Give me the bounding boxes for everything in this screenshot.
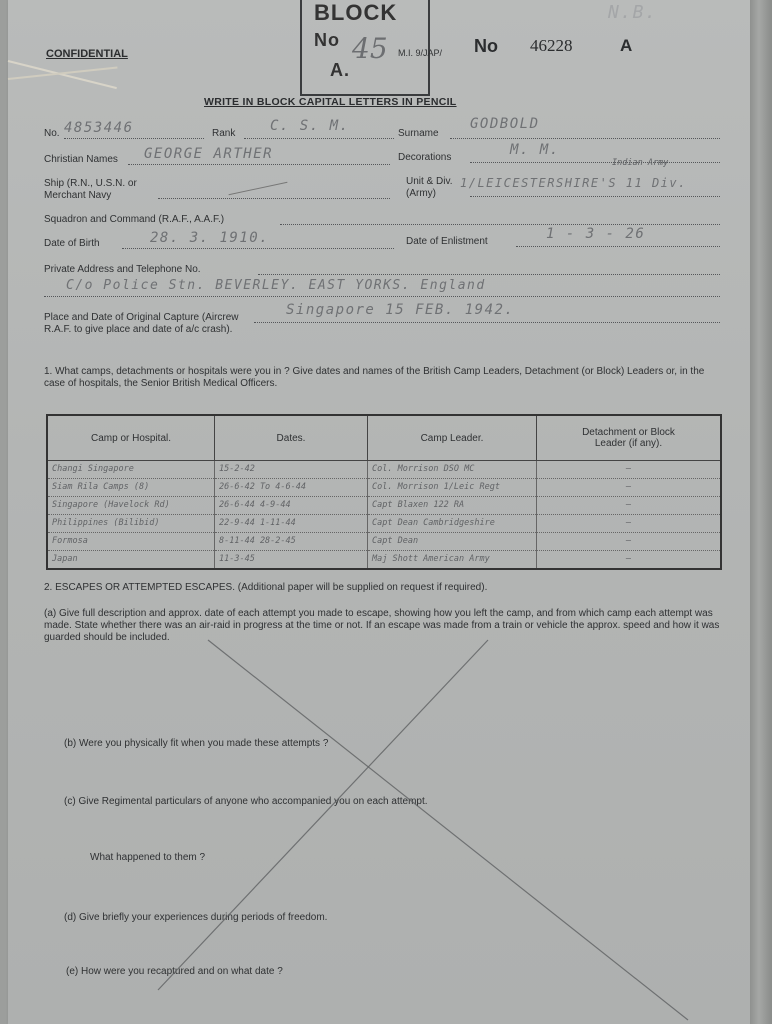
rank-label: Rank [212,128,236,139]
decorations-label: Decorations [398,152,452,163]
surname-label: Surname [398,128,439,139]
question-2a: (a) Give full description and approx. date of each attempt you made to escape, showing how you left the camp, and from which camp each attempt was made. State whether there was an air-raid in progress at the time or not. If an escape was made from a train or vehicle the approx. speed and how it was guarded should be included. [44,608,720,643]
question-2c-followup: What happened to them ? [90,852,206,863]
stamp-handwritten-number: 45 [352,32,388,65]
no-field-value: 4853446 [64,120,134,136]
dates-cell: 26-6-44 4-9-44 [215,496,368,514]
unit-value: 1/LEICESTERSHIRE'S 11 Div. [460,176,687,190]
dates-cell: 26-6-42 To 4-6-44 [215,478,368,496]
leader-cell: Capt Blaxen 122 RA [368,496,537,514]
camp-cell: Japan [47,550,215,569]
no-label: No [474,36,498,56]
decorations-value: M. M. [510,142,560,158]
leader-cell: Capt Dean [368,532,537,550]
detachment-cell: — [537,514,722,532]
instruction-heading: WRITE IN BLOCK CAPITAL LETTERS IN PENCIL [204,96,457,108]
ship-label: Ship (R.N., U.S.N. or Merchant Navy [44,178,137,201]
confidential-heading: CONFIDENTIAL [46,48,128,60]
document-page [8,0,750,1024]
dob-label: Date of Birth [44,238,100,249]
mi9-ref: M.I. 9/JAP/ [398,48,443,58]
leader-cell: Capt Dean Cambridgeshire [368,514,537,532]
detachment-cell: — [537,550,722,569]
detachment-cell: — [537,478,722,496]
dates-cell: 8-11-44 28-2-45 [215,532,368,550]
leader-cell: Col. Morrison DSO MC [368,461,537,479]
question-2e: (e) How were you recaptured and on what date ? [66,966,283,977]
form-number: 46228 [530,36,573,55]
stamp-no: No [314,30,340,50]
dates-cell: 22-9-44 1-11-44 [215,514,368,532]
question-2b: (b) Were you physically fit when you made these attempts ? [64,738,329,749]
form-suffix: A [620,36,633,55]
address-value: C/o Police Stn. BEVERLEY. EAST YORKS. England [66,278,486,293]
enlistment-label: Date of Enlistment [406,236,488,247]
detachment-cell: — [537,496,722,514]
camp-cell: Changi Singapore [47,461,215,479]
camp-cell: Singapore (Havelock Rd) [47,496,215,514]
corner-mark: N.B. [608,2,658,23]
capture-value: Singapore 15 FEB. 1942. [286,302,515,318]
question-2-heading: 2. ESCAPES OR ATTEMPTED ESCAPES. (Additional paper will be supplied on request if required). [44,582,488,593]
question-2d: (d) Give briefly your experiences during periods of freedom. [64,912,328,923]
detachment-cell: — [537,532,722,550]
file-edge [750,0,772,1024]
question-1: 1. What camps, detachments or hospitals were you in ? Give dates and names of the British Camp Leaders, Detachment (or Block) Leaders or, in the case of hospitals, the Senior British Medical Officers. [44,366,705,389]
unit-label: Unit & Div. (Army) [406,176,453,199]
address-label: Private Address and Telephone No. [44,264,201,275]
leader-cell: Col. Morrison 1/Leic Regt [368,478,537,496]
dob-value: 28. 3. 1910. [150,230,270,246]
enlistment-value: 1 - 3 - 26 [546,226,646,242]
stamp-block: BLOCK [314,0,398,25]
col-header-camp: Camp or Hospital. [47,415,215,461]
squadron-label: Squadron and Command (R.A.F., A.A.F.) [44,214,225,225]
christian-names-value: GEORGE ARTHER [144,146,274,162]
camp-cell: Formosa [47,532,215,550]
col-header-dates: Dates. [215,415,368,461]
cross-out-mark [8,0,750,1024]
dates-cell: 15-2-42 [215,461,368,479]
camp-cell: Philippines (Bilibid) [47,514,215,532]
rank-value: C. S. M. [270,118,350,134]
stamp-a: A. [330,60,350,80]
detachment-cell: — [537,461,722,479]
christian-names-label: Christian Names [44,154,118,165]
no-field-label: No. [44,128,60,139]
indian-army-note: Indian Army [612,158,669,168]
capture-label: Place and Date of Original Capture (Aircrew R.A.F. to give place and date of a/c crash). [44,312,239,335]
question-2c: (c) Give Regimental particulars of anyone who accompanied you on each attempt. [64,796,428,807]
surname-value: GODBOLD [470,116,540,132]
col-header-leader: Camp Leader. [368,415,537,461]
camp-cell: Siam Rila Camps (8) [47,478,215,496]
dates-cell: 11-3-45 [215,550,368,569]
leader-cell: Maj Shott American Army [368,550,537,569]
col-header-detachment: Detachment or Block Leader (if any). [537,415,722,461]
